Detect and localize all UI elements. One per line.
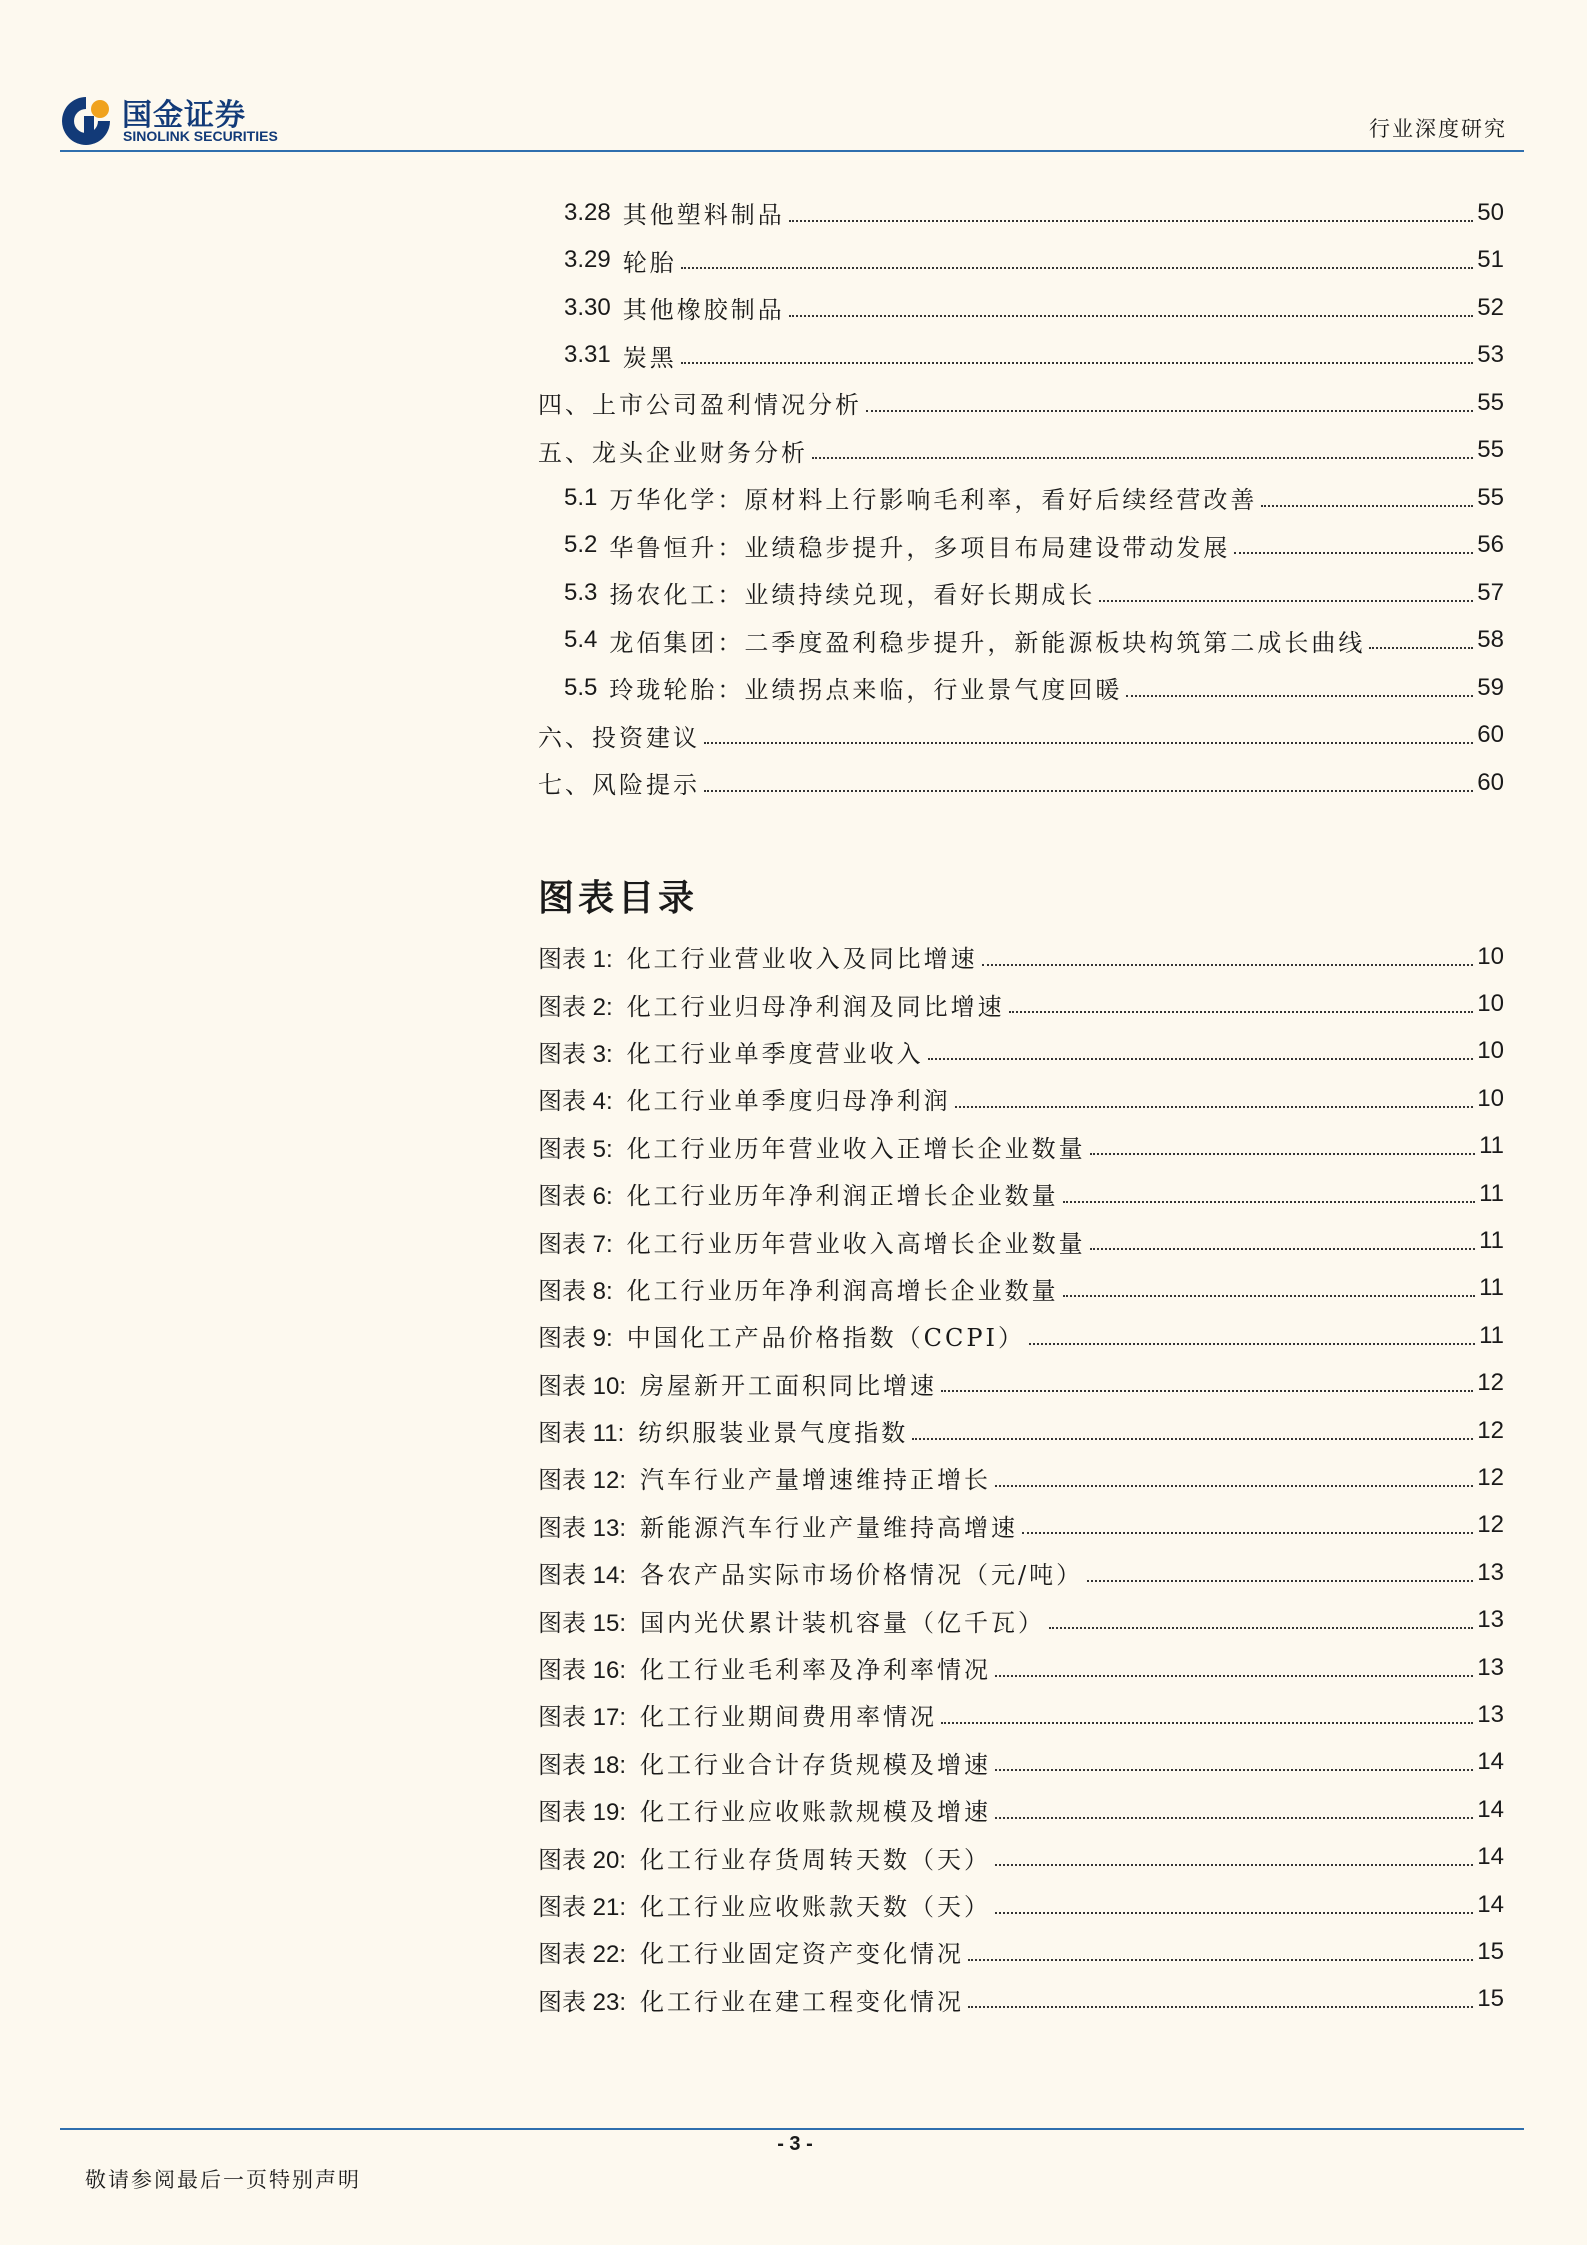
dot-leader	[1369, 647, 1473, 649]
figure-label: 化工行业应收账款天数（天）	[640, 1893, 992, 1921]
page-ref: 13	[1477, 1606, 1504, 1634]
figure-entry[interactable]	[538, 980, 1504, 1027]
figure-entry[interactable]	[538, 1454, 1504, 1501]
figure-entry[interactable]	[538, 1123, 1504, 1170]
dot-leader	[982, 964, 1474, 966]
dot-leader	[681, 362, 1474, 364]
footer-divider	[60, 2128, 1524, 2130]
figure-number: 图表 12:	[538, 1467, 627, 1495]
figure-number: 图表 21:	[538, 1894, 627, 1921]
figure-label: 中国化工产品价格指数（CCPI）	[626, 1324, 1026, 1353]
toc-entry[interactable]	[538, 522, 1504, 570]
figure-entry[interactable]	[538, 1360, 1504, 1407]
footer-disclaimer: 敬请参阅最后一页特别声明	[85, 2168, 361, 2192]
logo-text-cn: 国金证券	[122, 98, 246, 133]
figures-list	[538, 933, 1504, 2023]
toc-entry[interactable]	[538, 617, 1504, 665]
figure-label: 化工行业营业收入及同比增速	[626, 945, 978, 974]
page-ref: 11	[1479, 1227, 1504, 1255]
sinolink-logo-icon	[60, 94, 112, 146]
dot-leader	[1261, 505, 1473, 507]
dot-leader	[955, 1106, 1474, 1108]
toc-entry[interactable]	[538, 427, 1504, 475]
dot-leader	[995, 1485, 1473, 1487]
dot-leader	[928, 1058, 1474, 1060]
toc-entry[interactable]	[538, 569, 1504, 617]
page-ref: 15	[1477, 1937, 1504, 1965]
figure-number: 图表 7:	[538, 1230, 613, 1258]
figure-entry[interactable]	[538, 1928, 1504, 1975]
page-ref: 57	[1477, 578, 1504, 606]
figure-number: 图表 15:	[538, 1609, 627, 1637]
toc-entry[interactable]	[538, 474, 1504, 522]
figure-entry[interactable]	[538, 1881, 1504, 1928]
toc-section-number: 5.1	[564, 483, 598, 511]
header-divider	[60, 150, 1524, 152]
dot-leader	[1009, 1011, 1474, 1013]
dot-leader	[1087, 1580, 1473, 1582]
logo-text-en: SINOLINK SECURITIES	[123, 128, 278, 144]
toc-section-number: 5.5	[564, 673, 598, 701]
toc-section-number: 3.28	[564, 198, 611, 226]
toc-label: 四、上市公司盈利情况分析	[538, 391, 862, 420]
figure-label: 新能源汽车行业产量维持高增速	[640, 1513, 1019, 1542]
toc-label: 其他塑料制品	[622, 201, 785, 230]
page-ref: 55	[1477, 436, 1504, 464]
figure-number: 图表 17:	[538, 1704, 627, 1732]
page-ref: 56	[1477, 531, 1504, 559]
toc-entry[interactable]	[538, 237, 1504, 285]
page-ref: 12	[1477, 1416, 1504, 1444]
figure-number: 图表 18:	[538, 1751, 627, 1779]
page-ref: 11	[1479, 1132, 1504, 1160]
dot-leader	[1090, 1248, 1475, 1250]
figure-label: 纺织服装业景气度指数	[638, 1419, 909, 1448]
toc-section-number: 3.31	[564, 341, 611, 369]
figure-entry[interactable]	[538, 1407, 1504, 1454]
figure-entry[interactable]	[538, 1265, 1504, 1312]
dot-leader	[995, 1675, 1473, 1677]
toc-label: 华鲁恒升：业绩稳步提升，多项目布局建设带动发展	[609, 533, 1231, 562]
page-ref: 14	[1477, 1795, 1504, 1823]
dot-leader	[812, 457, 1473, 459]
toc-section-number: 5.4	[564, 626, 598, 654]
figure-label: 化工行业期间费用率情况	[640, 1703, 938, 1732]
figure-entry[interactable]	[538, 933, 1504, 980]
toc-label: 万华化学：原材料上行影响毛利率，看好后续经营改善	[609, 486, 1258, 515]
toc-label: 龙佰集团：二季度盈利稳步提升，新能源板块构筑第二成长曲线	[609, 628, 1366, 657]
figure-number: 图表 10:	[538, 1372, 627, 1400]
figure-number: 图表 2:	[538, 993, 613, 1021]
figure-label: 化工行业历年营业收入高增长企业数量	[626, 1229, 1086, 1258]
toc-label: 六、投资建议	[538, 723, 700, 752]
page-ref: 12	[1477, 1369, 1504, 1397]
figure-label: 各农产品实际市场价格情况（元/吨）	[640, 1561, 1084, 1590]
page-ref: 11	[1479, 1321, 1504, 1349]
toc-label: 轮胎	[622, 248, 677, 277]
page-ref: 50	[1477, 198, 1504, 226]
dot-leader	[968, 1959, 1473, 1961]
dot-leader	[1234, 552, 1473, 554]
figure-entry[interactable]	[538, 1028, 1504, 1075]
dot-leader	[1022, 1532, 1473, 1534]
figure-label: 化工行业在建工程变化情况	[640, 1987, 965, 2016]
table-of-contents	[538, 189, 1504, 807]
toc-section-number: 5.3	[564, 578, 598, 606]
dot-leader	[704, 790, 1473, 792]
dot-leader	[789, 220, 1474, 222]
page-ref: 10	[1477, 1037, 1504, 1065]
page-ref: 55	[1477, 388, 1504, 416]
figure-number: 图表 20:	[538, 1846, 627, 1874]
toc-label: 其他橡胶制品	[622, 296, 785, 325]
page-ref: 14	[1477, 1890, 1504, 1918]
toc-label: 五、龙头企业财务分析	[538, 438, 808, 467]
dot-leader	[912, 1438, 1473, 1440]
dot-leader	[995, 1864, 1473, 1866]
figure-entry[interactable]	[538, 1976, 1504, 2023]
page-ref: 52	[1477, 293, 1504, 321]
page-ref: 11	[1479, 1274, 1504, 1302]
page-ref: 11	[1479, 1179, 1504, 1207]
dot-leader	[1049, 1627, 1473, 1629]
figure-label: 化工行业合计存货规模及增速	[640, 1750, 992, 1779]
figure-entry[interactable]	[538, 1170, 1504, 1217]
dot-leader	[941, 1390, 1473, 1392]
figure-label: 化工行业毛利率及净利率情况	[640, 1656, 992, 1685]
figure-label: 化工行业存货周转天数（天）	[640, 1845, 992, 1874]
figure-label: 汽车行业产量增速维持正增长	[640, 1466, 992, 1495]
figure-label: 国内光伏累计装机容量（亿千瓦）	[640, 1608, 1046, 1637]
figure-number: 图表 11:	[538, 1420, 625, 1448]
page-ref: 10	[1477, 990, 1504, 1018]
figure-label: 化工行业历年营业收入正增长企业数量	[626, 1134, 1086, 1163]
toc-entry[interactable]	[538, 332, 1504, 380]
figure-entry[interactable]	[538, 1596, 1504, 1643]
toc-entry[interactable]	[538, 759, 1504, 807]
page-ref: 60	[1477, 768, 1504, 796]
figure-label: 化工行业单季度归母净利润	[626, 1087, 951, 1116]
figure-number: 图表 4:	[538, 1088, 613, 1116]
toc-label: 玲珑轮胎：业绩拐点来临，行业景气度回暖	[609, 676, 1123, 705]
figure-number: 图表 9:	[538, 1325, 613, 1353]
figure-entry[interactable]	[538, 1644, 1504, 1691]
page-ref: 10	[1477, 1084, 1504, 1112]
toc-entry[interactable]	[538, 284, 1504, 332]
dot-leader	[681, 267, 1474, 269]
figure-entry[interactable]	[538, 1312, 1504, 1359]
page-ref: 14	[1477, 1748, 1504, 1776]
figure-number: 图表 3:	[538, 1040, 613, 1068]
figure-label: 化工行业历年净利润高增长企业数量	[626, 1276, 1059, 1305]
toc-entry[interactable]	[538, 189, 1504, 237]
page-ref: 13	[1477, 1653, 1504, 1681]
toc-entry[interactable]	[538, 379, 1504, 427]
figure-entry[interactable]	[538, 1691, 1504, 1738]
company-logo	[60, 90, 290, 150]
figure-label: 化工行业历年净利润正增长企业数量	[626, 1182, 1059, 1211]
dot-leader	[1063, 1295, 1475, 1297]
figure-label: 化工行业单季度营业收入	[626, 1039, 924, 1068]
toc-entry[interactable]	[538, 712, 1504, 760]
page-ref: 13	[1477, 1700, 1504, 1728]
toc-section-number: 3.30	[564, 293, 611, 321]
page-ref: 58	[1477, 626, 1504, 654]
figure-label: 化工行业应收账款规模及增速	[640, 1798, 992, 1827]
figure-number: 图表 23:	[538, 1988, 627, 2016]
dot-leader	[1099, 600, 1473, 602]
figure-number: 图表 1:	[538, 946, 613, 974]
figure-number: 图表 6:	[538, 1183, 613, 1211]
toc-section-number: 5.2	[564, 531, 598, 559]
page-ref: 12	[1477, 1511, 1504, 1539]
figure-number: 图表 16:	[538, 1657, 627, 1685]
figure-entry[interactable]	[538, 1217, 1504, 1264]
dot-leader	[941, 1722, 1473, 1724]
figure-entry[interactable]	[538, 1075, 1504, 1122]
figure-entry[interactable]	[538, 1502, 1504, 1549]
dot-leader	[704, 742, 1473, 744]
page-ref: 60	[1477, 721, 1504, 749]
page-ref: 53	[1477, 341, 1504, 369]
figure-label: 化工行业归母净利润及同比增速	[626, 992, 1005, 1021]
page-ref: 55	[1477, 483, 1504, 511]
page-ref: 12	[1477, 1463, 1504, 1491]
toc-label: 扬农化工：业绩持续兑现，看好长期成长	[609, 581, 1096, 610]
page-ref: 15	[1477, 1985, 1504, 2013]
dot-leader	[1063, 1201, 1475, 1203]
dot-leader	[1090, 1153, 1475, 1155]
page-ref: 10	[1477, 942, 1504, 970]
toc-label: 炭黑	[622, 343, 677, 372]
dot-leader	[1029, 1343, 1475, 1345]
figure-entry[interactable]	[538, 1833, 1504, 1880]
page-ref: 59	[1477, 673, 1504, 701]
toc-label: 七、风险提示	[538, 771, 700, 800]
dot-leader	[995, 1769, 1473, 1771]
figure-label: 化工行业固定资产变化情况	[640, 1940, 965, 1969]
dot-leader	[866, 410, 1473, 412]
figures-title: 图表目录	[538, 877, 699, 919]
dot-leader	[968, 2006, 1473, 2008]
figure-entry[interactable]	[538, 1549, 1504, 1596]
document-type: 行业深度研究	[1369, 117, 1507, 141]
figure-number: 图表 14:	[538, 1562, 627, 1590]
toc-entry[interactable]	[538, 664, 1504, 712]
dot-leader	[789, 315, 1474, 317]
figure-number: 图表 19:	[538, 1799, 627, 1827]
dot-leader	[995, 1912, 1473, 1914]
figure-number: 图表 13:	[538, 1514, 627, 1542]
page-ref: 51	[1477, 246, 1504, 274]
figure-number: 图表 5:	[538, 1135, 613, 1163]
figure-entry[interactable]	[538, 1739, 1504, 1786]
page-ref: 14	[1477, 1843, 1504, 1871]
page-ref: 13	[1477, 1558, 1504, 1586]
figure-number: 图表 8:	[538, 1277, 613, 1305]
dot-leader	[995, 1817, 1473, 1819]
toc-section-number: 3.29	[564, 246, 611, 274]
page-number: - 3 -	[777, 2133, 813, 2155]
figure-entry[interactable]	[538, 1786, 1504, 1833]
figure-label: 房屋新开工面积同比增速	[640, 1371, 938, 1400]
dot-leader	[1126, 695, 1473, 697]
figure-number: 图表 22:	[538, 1941, 627, 1969]
